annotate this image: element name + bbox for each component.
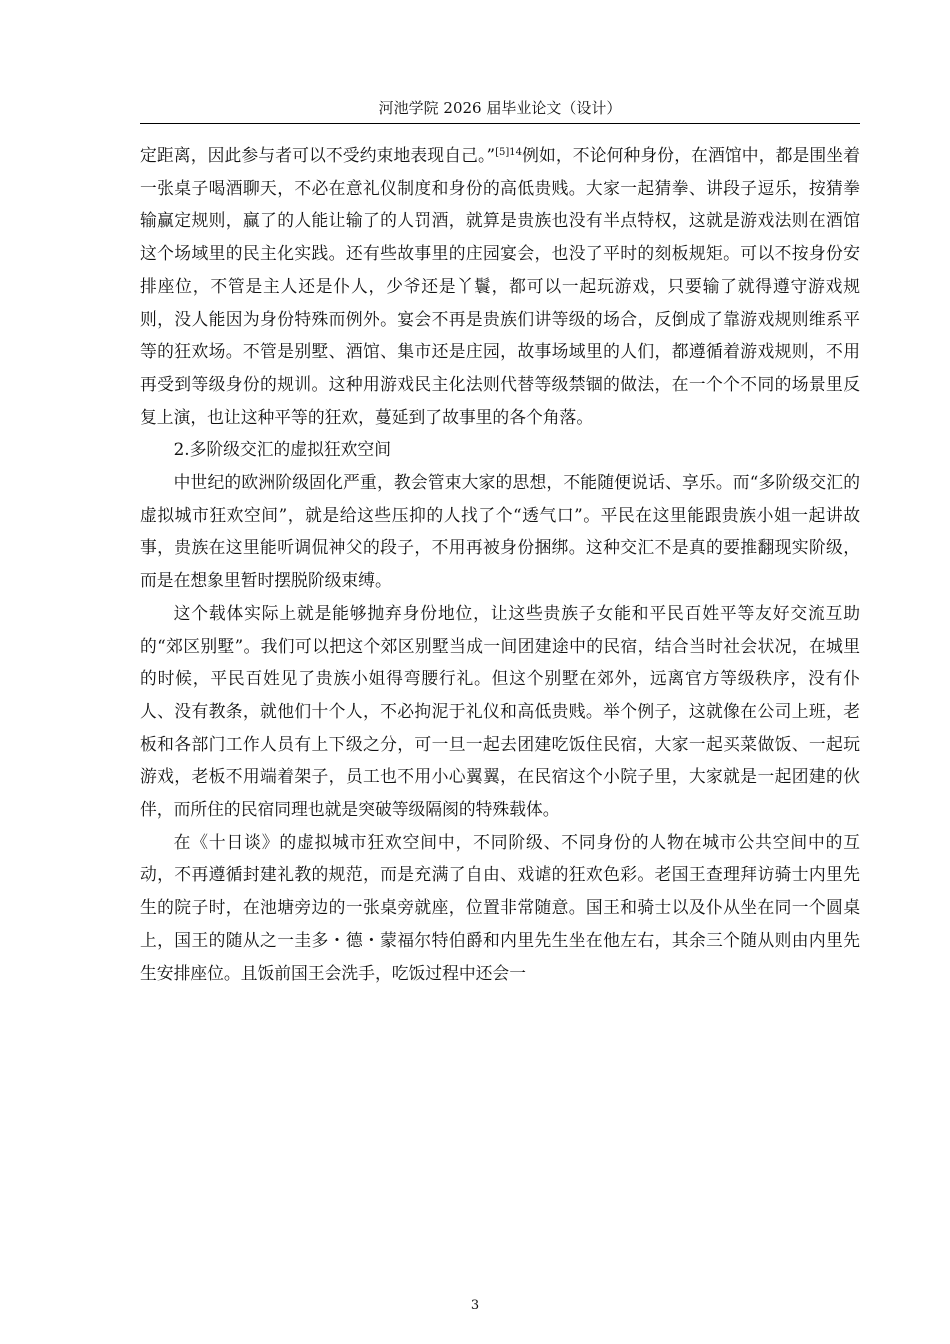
paragraph-text: 例如，不论何种身份，在酒馆中，都是围坐着一张桌子喝酒聊天，不必在意礼仪制度和身份的高低贵贱。大家一起猜拳、讲段子逗乐，按猜拳输赢定规则，赢了的人能让输了的人罚酒，就算是贵族也没有半点特权，这就是游戏法则在酒馆这个场域里的民主化实践。还有些故事里的庄园宴会，也没了平时的刻板规矩。可以不按身份安排座位，不管是主人还是仆人，少爷还是丫鬟，都可以一起玩游戏，只要输了就得遵守游戏规则，没人能因为身份特殊而例外。宴会不再是贵族们讲等级的场合，反倒成了靠游戏规则维系平等的狂欢场。不管是别墅、酒馆、集市还是庄园，故事场域里的人们，都遵循着游戏规则，不用再受到等级身份的规训。这种用游戏民主化法则代替等级禁锢的做法，在一个个不同的场景里反复上演，也让这种平等的狂欢，蔓延到了故事里的各个角落。 bbox=[140, 145, 860, 427]
header-rule bbox=[140, 123, 860, 124]
body-text bbox=[140, 139, 860, 989]
paragraph-text: 定距离，因此参与者可以不受约束地表现自己。” bbox=[140, 145, 496, 165]
running-header: 河池学院 2026 届毕业论文（设计） bbox=[378, 99, 622, 117]
citation-superscript: [5]14 bbox=[495, 147, 522, 158]
paragraph-continued bbox=[140, 139, 860, 433]
page-number: 3 bbox=[470, 1298, 480, 1313]
paragraph: 中世纪的欧洲阶级固化严重，教会管束大家的思想，不能随便说话、享乐。而“多阶级交汇的虚拟城市狂欢空间”，就是给这些压抑的人找了个“透气口”。平民在这里能跟贵族小姐一起讲故事，贵族在这里能听调侃神父的段子，不用再被身份捆绑。这种交汇不是真的要推翻现实阶级，而是在想象里暂时摆脱阶级束缚。 bbox=[140, 472, 860, 591]
section-heading: 2.多阶级交汇的虚拟狂欢空间 bbox=[173, 439, 391, 460]
paragraph: 在《十日谈》的虚拟城市狂欢空间中，不同阶级、不同身份的人物在城市公共空间中的互动，不再遵循封建礼教的规范，而是充满了自由、戏谑的狂欢色彩。老国王查理拜访骑士内里先生的院子时，在池塘旁边的一张桌旁就座，位置非常随意。国王和骑士以及仆从坐在同一个圆桌上，国王的随从之一圭多・德・蒙福尔特伯爵和内里先生坐在他左右，其余三个随从则由内里先生安排座位。且饭前国王会洗手，吃饭过程中还会一 bbox=[140, 831, 860, 983]
paragraph: 这个载体实际上就是能够抛弃身份地位，让这些贵族子女能和平民百姓平等友好交流互助的“郊区别墅”。我们可以把这个郊区别墅当成一间团建途中的民宿，结合当时社会状况，在城里的时候，平民百姓见了贵族小姐得弯腰行礼。但这个别墅在郊外，远离官方等级秩序，没有仆人、没有教条，就他们十个人，不必拘泥于礼仪和高低贵贱。举个例子，这就像在公司上班，老板和各部门工作人员有上下级之分，可一旦一起去团建吃饭住民宿，大家一起买菜做饭、一起玩游戏，老板不用端着架子，员工也不用小心翼翼，在民宿这个小院子里，大家就是一起团建的伙伴，而所住的民宿同理也就是突破等级隔阂的特殊载体。 bbox=[140, 602, 860, 820]
